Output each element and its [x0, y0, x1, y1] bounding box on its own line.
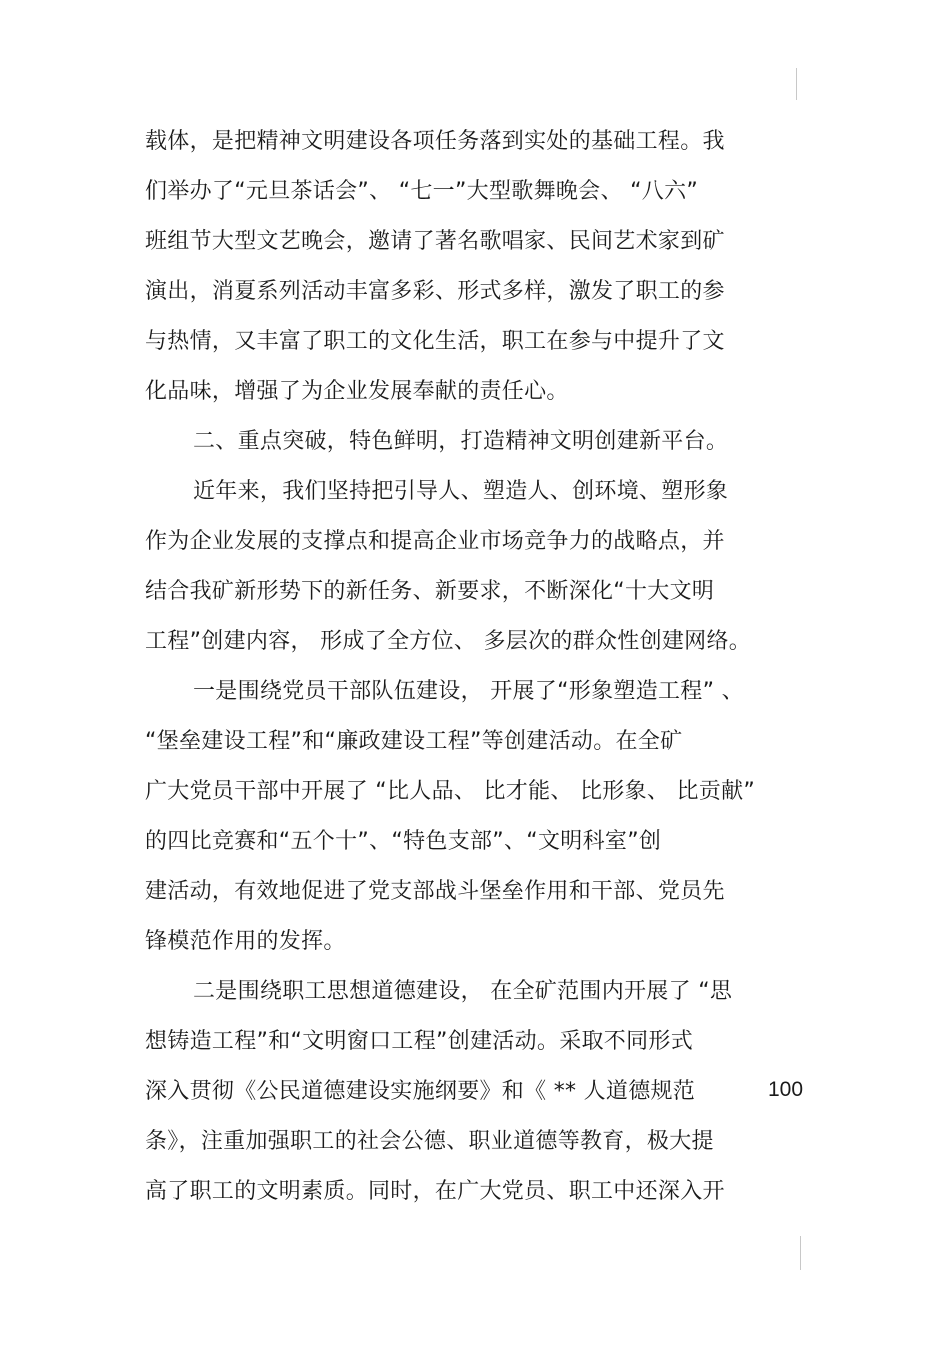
text-line: 锋模范作用的发挥。 — [145, 929, 346, 954]
text-line: 近年来，我们坚持把引导人、塑造人、创环境、塑形象 — [193, 479, 729, 504]
page-edge-marker-bottom — [800, 1236, 801, 1270]
text-line: 一是围绕党员干部队伍建设， 开展了“形象塑造工程” 、 — [193, 679, 744, 704]
text-line: 化品味，增强了为企业发展奉献的责任心。 — [145, 379, 569, 404]
text-line: 结合我矿新形势下的新任务、新要求，不断深化“十大文明 — [145, 579, 715, 604]
text-line: 建活动，有效地促进了党支部战斗堡垒作用和干部、党员先 — [145, 879, 725, 904]
text-line: 工程”创建内容， 形成了全方位、 多层次的群众性创建网络。 — [145, 629, 752, 654]
text-line: 条》，注重加强职工的社会公德、职业道德等教育，极大提 — [145, 1129, 714, 1154]
text-line: 演出，消夏系列活动丰富多彩、形式多样，激发了职工的参 — [145, 279, 725, 304]
page-edge-marker-top — [796, 68, 797, 100]
text-line: 的四比竞赛和“五个十”、“特色支部”、“文明科室”创 — [145, 829, 662, 854]
text-line: 二是围绕职工思想道德建设， 在全矿范围内开展了 “思 — [193, 979, 733, 1004]
text-line: 深入贯彻《公民道德建设实施纲要》和《 ** 人道德规范 — [145, 1079, 696, 1104]
text-line: “堡垒建设工程”和“廉政建设工程”等创建活动。在全矿 — [145, 729, 683, 754]
text-line: 高了职工的文明素质。同时，在广大党员、职工中还深入开 — [145, 1179, 725, 1204]
text-line: 们举办了“元旦茶话会”、 “七一”大型歌舞晚会、 “八六” — [145, 179, 699, 204]
text-line: 广大党员干部中开展了 “比人品、 比才能、 比形象、 比贡献” — [145, 779, 756, 804]
margin-number: 100 — [768, 1078, 804, 1101]
section-heading: 二、重点突破，特色鲜明，打造精神文明创建新平台。 — [193, 429, 729, 454]
text-line: 与热情，又丰富了职工的文化生活，职工在参与中提升了文 — [145, 329, 725, 354]
text-line: 作为企业发展的支撑点和提高企业市场竞争力的战略点，并 — [145, 529, 725, 554]
text-line: 载体，是把精神文明建设各项任务落到实处的基础工程。我 — [145, 129, 725, 154]
text-line: 想铸造工程”和“文明窗口工程”创建活动。采取不同形式 — [145, 1029, 693, 1054]
text-line: 班组节大型文艺晚会，邀请了著名歌唱家、民间艺术家到矿 — [145, 229, 725, 254]
